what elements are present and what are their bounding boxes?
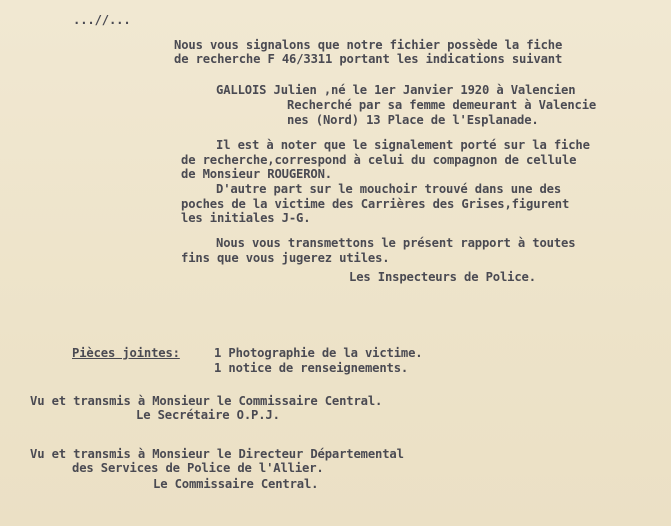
transmittal-2-line-1: Vu et transmis à Monsieur le Directeur Départemental <box>30 447 404 461</box>
transmittal-2-line-2: des Services de Police de l'Allier. <box>72 461 324 475</box>
paragraph-3-line-6: les initiales J-G. <box>181 211 311 225</box>
paragraph-4-line-1: Nous vous transmettons le présent rapport à toutes <box>216 236 576 250</box>
paragraph-3-line-2: de recherche,correspond à celui du compagnon de cellule <box>181 153 577 167</box>
transmittal-2-signer: Le Commissaire Central. <box>153 477 319 491</box>
transmittal-1-line: Vu et transmis à Monsieur le Commissaire Central. <box>30 394 383 408</box>
attachment-item-1: 1 Photographie de la victime. <box>214 346 423 360</box>
person-searched-line: Recherché par sa femme demeurant à Valencie <box>287 98 597 112</box>
inspectors-signature: Les Inspecteurs de Police. <box>349 270 536 284</box>
paragraph-3-line-5: poches de la victime des Carrières des Grises,figurent <box>181 197 570 211</box>
page-continuation-marker: ...//... <box>73 13 131 27</box>
attachments-label: Pièces jointes: <box>72 346 180 360</box>
attachment-item-2: 1 notice de renseignements. <box>214 361 409 375</box>
person-identity-line: GALLOIS Julien ,né le 1er Janvier 1920 à Valencien <box>216 83 576 97</box>
person-address-line: nes (Nord) 13 Place de l'Esplanade. <box>287 113 539 127</box>
paragraph-3-line-1: Il est à noter que le signalement porté sur la fiche <box>216 138 590 152</box>
paragraph-3-line-3: de Monsieur ROUGERON. <box>181 167 332 181</box>
paragraph-1-line-1: Nous vous signalons que notre fichier possède la fiche <box>174 38 563 52</box>
transmittal-1-signer: Le Secrétaire O.P.J. <box>136 408 280 422</box>
paragraph-1-line-2: de recherche F 46/3311 portant les indications suivant <box>174 52 563 66</box>
paragraph-4-line-2: fins que vous jugerez utiles. <box>181 251 390 265</box>
paragraph-3-line-4: D'autre part sur le mouchoir trouvé dans une des <box>216 182 561 196</box>
